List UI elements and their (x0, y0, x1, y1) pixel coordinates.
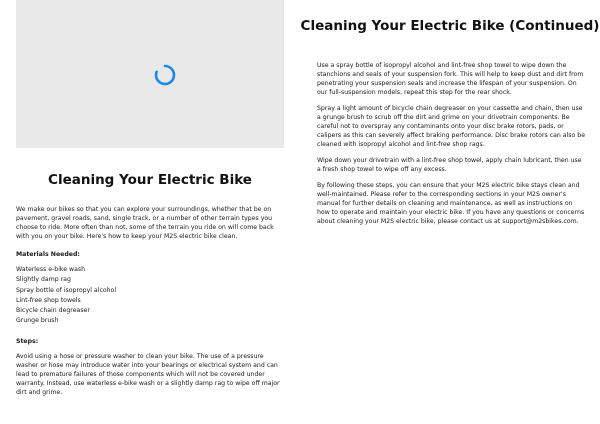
materials-label: Materials Needed: (16, 251, 80, 258)
page-title: Cleaning Your Electric Bike (48, 172, 252, 188)
intro-paragraph: We make our bikes so that you can explore your surroundings, whether that be on pavement, gravel roads, sand, single track, or a number of other terrain types you choose to ride. More often than not, some of the terrain you ride on will come back with you on your bike. Here's how to keep your M2S electric bike clean. (16, 206, 274, 240)
paragraph: By following these steps, you can ensure that your M2S electric bike stays clean and well-maintained. Please refer to the corresponding sections in your M2S owner's manual for further details on cleaning and maintenance, as well as instructions on how to operate and maintain your electric bike. If you have any questions or concerns about cleaning your M2S electric bike, please contact us at support@m2sbikes.com. (317, 182, 585, 225)
list-item: Spray bottle of isopropyl alcohol (16, 286, 117, 294)
right-body (317, 61, 585, 233)
materials-list (16, 265, 286, 327)
image-placeholder (16, 0, 284, 148)
steps-label: Steps: (16, 337, 39, 345)
continued-title: Cleaning Your Electric Bike (Continued) (300, 18, 600, 34)
list-item: Waterless e-bike wash (16, 266, 86, 273)
paragraph: Spray a light amount of bicycle chain degreaser on your cassette and chain, then use a grunge brush to scrub off the dirt and grime on your drivetrain components. Be careful not to overspray any contaminants onto your disc brake rotors, pads, or calipers as this can severely affect braking performance. Disc brake rotors can also be cleaned with isopropyl alcohol and lint-free shop rags. (317, 105, 585, 148)
right-page (300, 0, 600, 424)
loading-spinner-icon (153, 63, 177, 87)
list-item: Slightly damp rag (16, 276, 71, 284)
list-item: Lint-free shop towels (16, 296, 81, 304)
paragraph: Use a spray bottle of isopropyl alcohol and lint-free shop towel to wipe down the stanchions and seals of your suspension fork. This will help to keep dust and dirt from penetrating your suspension seals and increase the lifespan of your suspension. On our full-suspension models, repeat this step for the rear shock. (317, 62, 584, 96)
list-item: Bicycle chain degreaser (16, 307, 90, 315)
list-item: Grunge brush (16, 317, 59, 325)
left-body (16, 205, 286, 404)
step-paragraph: Avoid using a hose or pressure washer to clean your bike. The use of a pressure washer or hose may introduce water into your bearings or electrical system and can lead to premature failures of those components which will not be covered under warranty. Instead, use waterless e-bike wash or a slightly damp rag to wipe off major dirt and grime. (16, 352, 280, 396)
paragraph: Wipe down your drivetrain with a lint-free shop towel, apply chain lubricant, then use a fresh shop towel to wipe off any excess. (317, 157, 582, 173)
